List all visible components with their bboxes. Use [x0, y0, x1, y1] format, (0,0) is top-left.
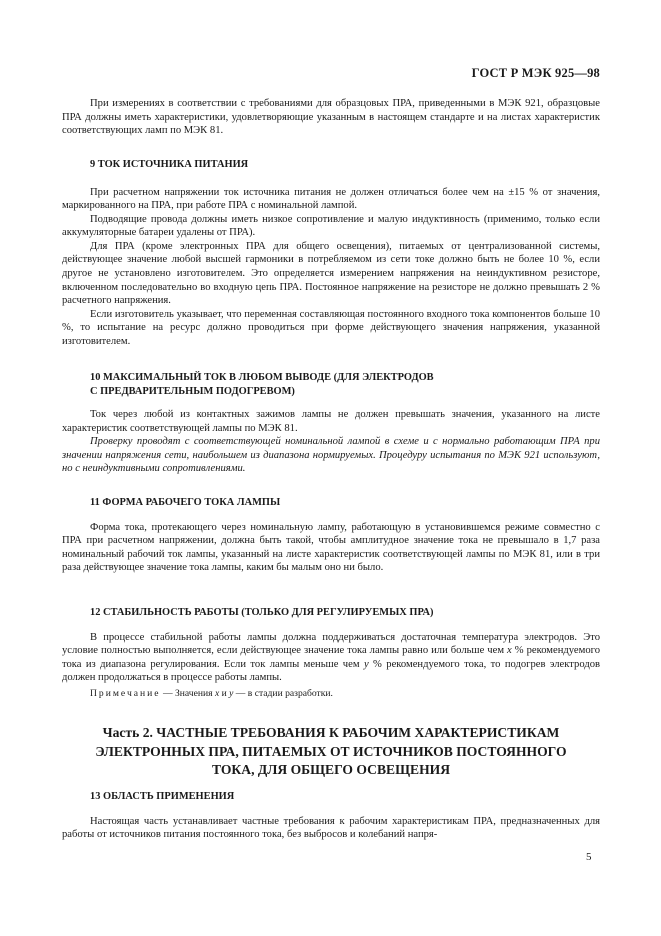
section-13 [62, 790, 600, 842]
section-9-paragraph-3: Для ПРА (кроме электронных ПРА для общего освещения), питаемых от централизованной системы, действующее значение любой высшей гармоники в потребляемом из сети токе должно быть не более 10 %, если другое не установлено изготовителем. Это определяется измерением напряжения на неиндуктивном резисторе, включенном последовательно во входную цепь ПРА. Постоянное напряжение на резисторе не должно превышать 2 % расчетного напряжения. [62, 240, 600, 307]
section-10-title-line-2: С ПРЕДВАРИТЕЛЬНЫМ ПОДОГРЕВОМ) [90, 385, 295, 397]
intro-section [62, 97, 600, 138]
document-code: ГОСТ Р МЭК 925—98 [471, 66, 600, 80]
section-9-paragraph-4: Если изготовитель указывает, что переменная составляющая постоянного входного тока компонентов больше 10 %, то испытание на ресурс должно проводиться при форме действующего значения напряжения, указанной изготовителем. [62, 308, 600, 348]
section-13-title: 13 ОБЛАСТЬ ПРИМЕНЕНИЯ [90, 791, 235, 802]
section-12-paragraph-1: В процессе стабильной работы лампы должна поддерживаться достаточная температура электродов. Это условие полностью выполняется, если действующее значение тока лампы равно или больше чем x % рекомендуемого тока из диапазона регулирования. Если ток лампы меньше чем y % рекомендуемого тока, то подогрев электродов должен продолжаться в процессе работы лампы. [62, 631, 601, 684]
section-12-title: 12 СТАБИЛЬНОСТЬ РАБОТЫ (ТОЛЬКО ДЛЯ РЕГУЛИРУЕМЫХ ПРА) [90, 607, 434, 618]
section-10-title-line-1: 10 МАКСИМАЛЬНЫЙ ТОК В ЛЮБОМ ВЫВОДЕ (ДЛЯ ЭЛЕКТРОДОВ [90, 372, 434, 383]
part-2-heading [62, 724, 600, 780]
section-11-paragraph-1: Форма тока, протекающего через номинальную лампу, работающую в установившемся режиме совместно с ПРА при расчетном напряжении, должна быть такой, чтобы амплитудное значение тока не превышало в 1,7 раза номинальный рабочий ток лампы, указанный на листе характеристик соответствующей лампы по МЭК 81, или в три раза действующее значение тока лампы, каким бы малым оно ни было. [62, 521, 600, 574]
section-13-paragraph-1: Настоящая часть устанавливает частные требования к рабочим характеристикам ПРА, предназначенных для работы от источников питания постоянного тока, без выбросов и колебаний напря- [62, 815, 600, 841]
section-11 [62, 496, 600, 575]
section-10-paragraph-1: Ток через любой из контактных зажимов лампы не должен превышать значения, указанного на листе характеристик соответствующей лампы по МЭК 81. [62, 409, 600, 434]
part-2-title-line-1: Часть 2. ЧАСТНЫЕ ТРЕБОВАНИЯ К РАБОЧИМ ХАРАКТЕРИСТИКАМ [102, 725, 560, 740]
section-10 [62, 371, 600, 476]
section-9-paragraph-2: Подводящие провода должны иметь низкое сопротивление и малую индуктивность (применимо, только если аккумуляторные батареи удалены от ПРА). [62, 213, 600, 239]
section-11-title: 11 ФОРМА РАБОЧЕГО ТОКА ЛАМПЫ [90, 497, 281, 508]
section-9-paragraph-1: При расчетном напряжении ток источника питания не должен отличаться более чем на ±15 % от значения, маркированного на ПРА, при работе ПРА с номинальной лампой. [62, 186, 600, 212]
page-number: 5 [586, 851, 592, 863]
section-9-title: 9 ТОК ИСТОЧНИКА ПИТАНИЯ [90, 159, 249, 170]
section-12 [62, 606, 600, 700]
section-9 [62, 158, 600, 349]
intro-paragraph: При измерениях в соответствии с требованиями для образцовых ПРА, приведенными в МЭК 921, образцовые ПРА должны иметь характеристики, удовлетворяющие указанным в настоящем стандарте и на листах характеристик соответствующих ламп по МЭК 81. [62, 98, 600, 137]
part-2-title-line-3: ТОКА, ДЛЯ ОБЩЕГО ОСВЕЩЕНИЯ [211, 762, 451, 777]
section-12-note: Примечание — Значения x и y — в стадии разработки. [90, 687, 333, 699]
part-2-title-line-2: ЭЛЕКТРОННЫХ ПРА, ПИТАЕМЫХ ОТ ИСТОЧНИКОВ ПОСТОЯННОГО [95, 743, 567, 759]
section-10-paragraph-2: Проверку проводят с соответствующей номинальной лампой в схеме и с нормально работающим ПРА при значении напряжения сети, наибольшем из диапазона нормируемых. Процедуру испытания по МЭК 921 используют, но с неиндуктивными сопротивлениями. [62, 436, 600, 475]
